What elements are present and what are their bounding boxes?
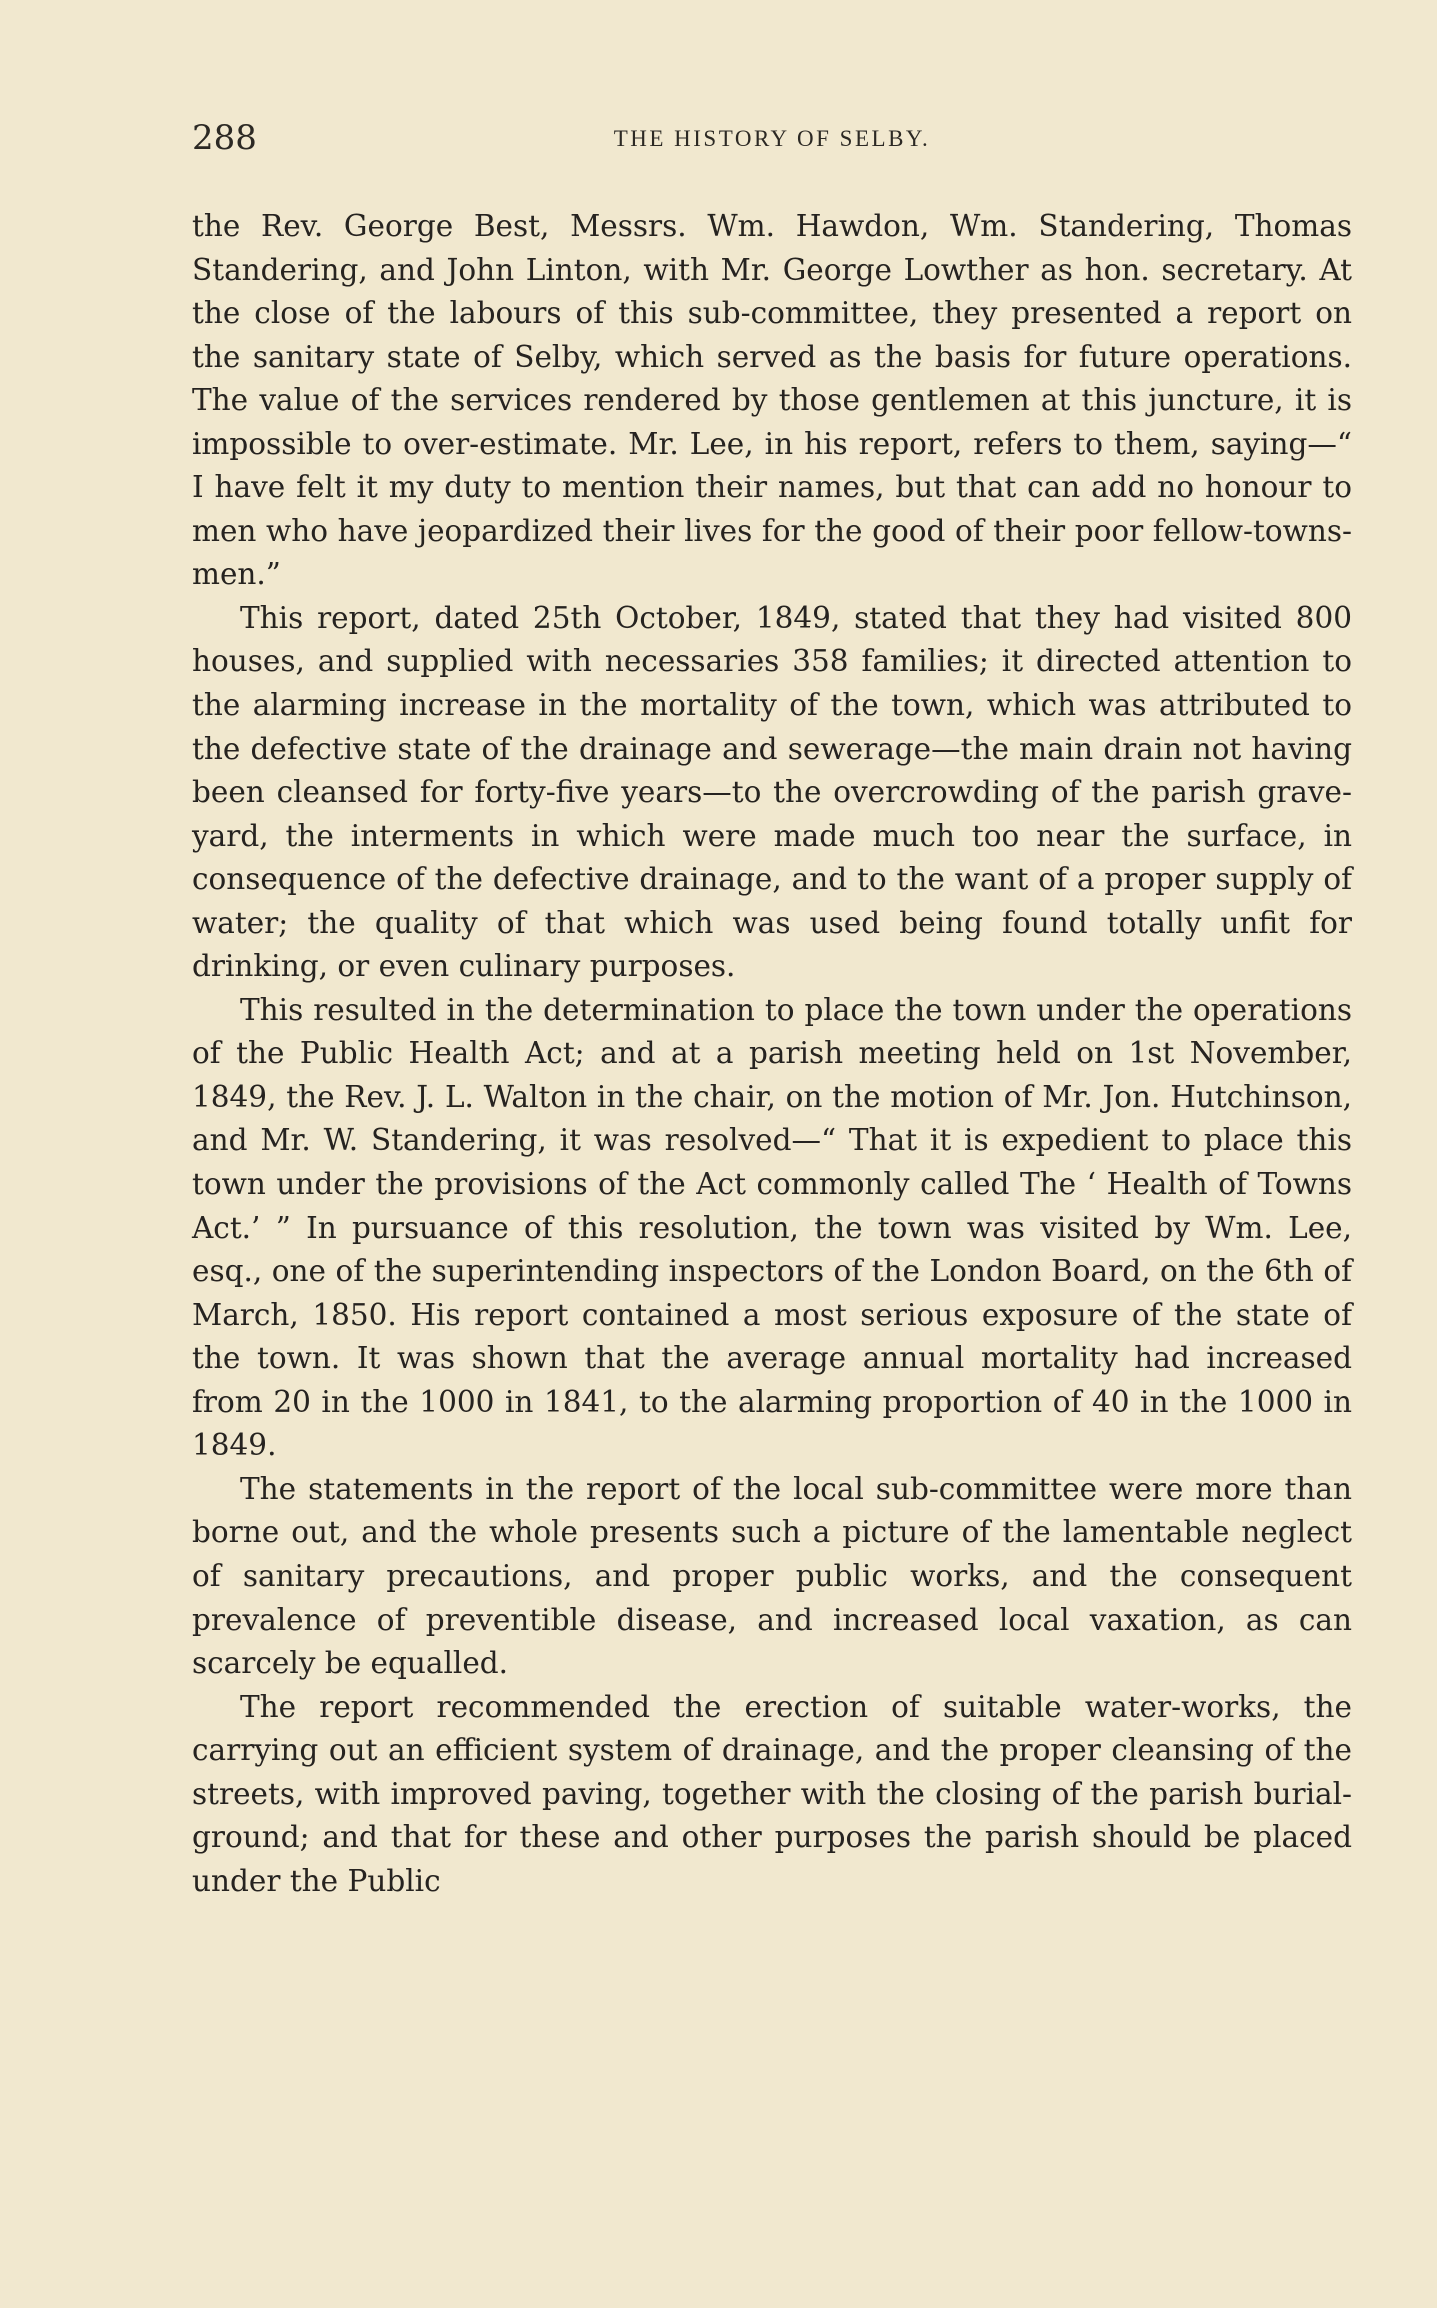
running-title: THE HISTORY OF SELBY.: [613, 126, 931, 151]
paragraph-continued: the Rev. George Best, Messrs. Wm. Hawdon, Wm. Standering, Thomas Standering, and John Linton, with Mr. George Lowther as hon. secretary. At the close of the labours of this sub-committee, they presented a report on the sanitary state of Selby, which served as the basis for future operations. The value of the services rendered by those gentlemen at this juncture, it is impossible to over-estimate. Mr. Lee, in his report, refers to them, saying—“ I have felt it my duty to mention their names, but that can add no honour to men who have jeopardized their lives for the good of their poor fellow-townsmen.”: [192, 209, 1352, 592]
paragraph-public-health-act: This resulted in the determination to place the town under the operations of the Public Health Act; and at a parish meeting held on 1st November, 1849, the Rev. J. L. Walton in the chair, on the motion of Mr. Jon. Hutchinson, and Mr. W. Standering, it was resolved—“ That it is expedient to place this town under the provisions of the Act commonly called The ‘ Health of Towns Act.’ ” In pursuance of this resolution, the town was visited by Wm. Lee, esq., one of the superintending inspectors of the London Board, on the 6th of March, 1850. His report contained a most serious exposure of the state of the town. It was shown that the average annual mortality had increased from 20 in the 1000 in 1841, to the alarming proportion of 40 in the 1000 in 1849.: [192, 992, 1352, 1463]
running-head: [192, 118, 1352, 168]
paragraph-report-1849: This report, dated 25th October, 1849, stated that they had visited 800 houses, and supplied with necessaries 358 families; it directed attention to the alarming increase in the mortality of the town, which was attributed to the defective state of the drainage and sewerage—the main drain not having been cleansed for forty-five years—to the overcrowding of the parish graveyard, the interments in which were made much too near the surface, in consequence of the defective drainage, and to the want of a proper supply of water; the quality of that which was used being found totally unfit for drinking, or even culinary purposes.: [192, 600, 1352, 984]
paragraph-sub-committee-statements: The statements in the report of the local sub-committee were more than borne out, and the whole presents such a picture of the lamentable neglect of sanitary precautions, and proper public works, and the consequent prevalence of preventible disease, and increased local vaxation, as can scarcely be equalled.: [192, 1471, 1352, 1681]
page-number: 288: [192, 118, 257, 158]
paragraph-report-recommendations: The report recommended the erection of suitable water-works, the carrying out an efficient system of drainage, and the proper cleansing of the streets, with improved paving, together with the closing of the parish burial-ground; and that for these and other purposes the parish should be placed under the Public: [192, 1689, 1352, 1898]
body-text: [192, 205, 1352, 1903]
